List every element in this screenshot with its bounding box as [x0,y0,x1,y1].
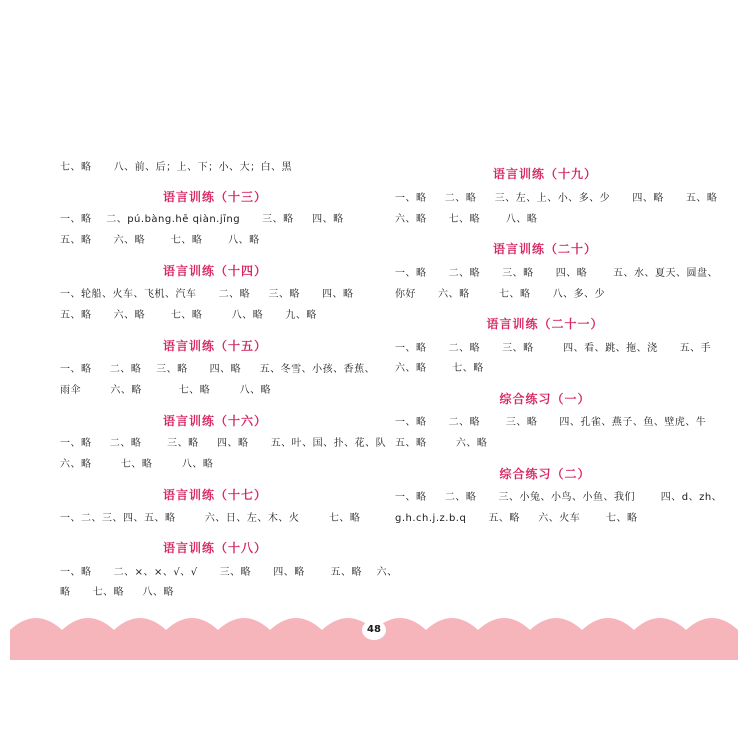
answer-line: 五、略 六、略 七、略 八、略 [60,235,260,246]
section-heading: 语言训练（十七） [162,488,267,502]
answer-line: 雨伞 六、略 七、略 八、略 [60,385,272,396]
section-heading: 语言训练（十四） [162,264,267,278]
answer-line: 六、略 七、略 八、略 [60,459,214,470]
answer-line: 一、略 二、略 三、左、上、小、多、少 四、略 五、略 [395,193,718,204]
section-heading: 语言训练（十八） [162,541,267,555]
answer-line: 一、略 二、略 三、略 四、孔雀、燕子、鱼、壁虎、牛 [395,417,707,428]
answer-line: 略 七、略 八、略 [60,587,174,598]
answer-line: 一、略 二、略 三、略 四、看、跳、拖、浇 五、手 [395,343,712,354]
answer-line: 一、略 二、×、×、√、√ 三、略 四、略 五、略 六、 [60,567,398,578]
section-heading: 语言训练（二十一） [486,317,604,331]
answer-line: 一、略 二、略 三、小兔、小鸟、小鱼、我们 四、d、zh、 [395,492,723,503]
answer-line: 一、略 二、略 三、略 四、略 五、叶、国、扑、花、队 [60,438,387,449]
section-heading: 综合练习（一） [499,392,591,406]
answer-line: 七、略 八、前、后；上、下；小、大；白、黑 [60,162,293,173]
answer-line: 六、略 七、略 八、略 [395,214,538,225]
answer-line: 五、略 六、略 七、略 八、略 九、略 [60,310,317,321]
answer-line: 一、轮船、火车、飞机、汽车 二、略 三、略 四、略 [60,289,354,300]
answer-line: 一、略 二、pú.bàng.hē qiàn.jīng 三、略 四、略 [60,214,344,225]
answer-line: 一、略 二、略 三、略 四、略 五、水、夏天、圆盘、 [395,268,718,279]
section-heading: 语言训练（十五） [162,339,267,353]
section-heading: 综合练习（二） [499,467,591,481]
section-heading: 语言训练（十六） [162,414,267,428]
section-heading: 语言训练（十三） [162,190,267,204]
answer-line: 一、略 二、略 三、略 四、略 五、冬雪、小孩、香蕉、 [60,364,376,375]
answer-line: g.h.ch.j.z.b.q 五、略 六、火车 七、略 [395,513,638,524]
section-heading: 语言训练（二十） [492,242,597,256]
answer-line: 五、略 六、略 [395,438,488,449]
answer-line: 你好 六、略 七、略 八、多、少 [395,289,606,300]
section-heading: 语言训练（十九） [492,167,597,181]
page-number: 48 [362,620,386,640]
answer-line: 六、略 七、略 [395,363,484,374]
answer-line: 一、二、三、四、五、略 六、日、左、木、火 七、略 [60,513,361,524]
